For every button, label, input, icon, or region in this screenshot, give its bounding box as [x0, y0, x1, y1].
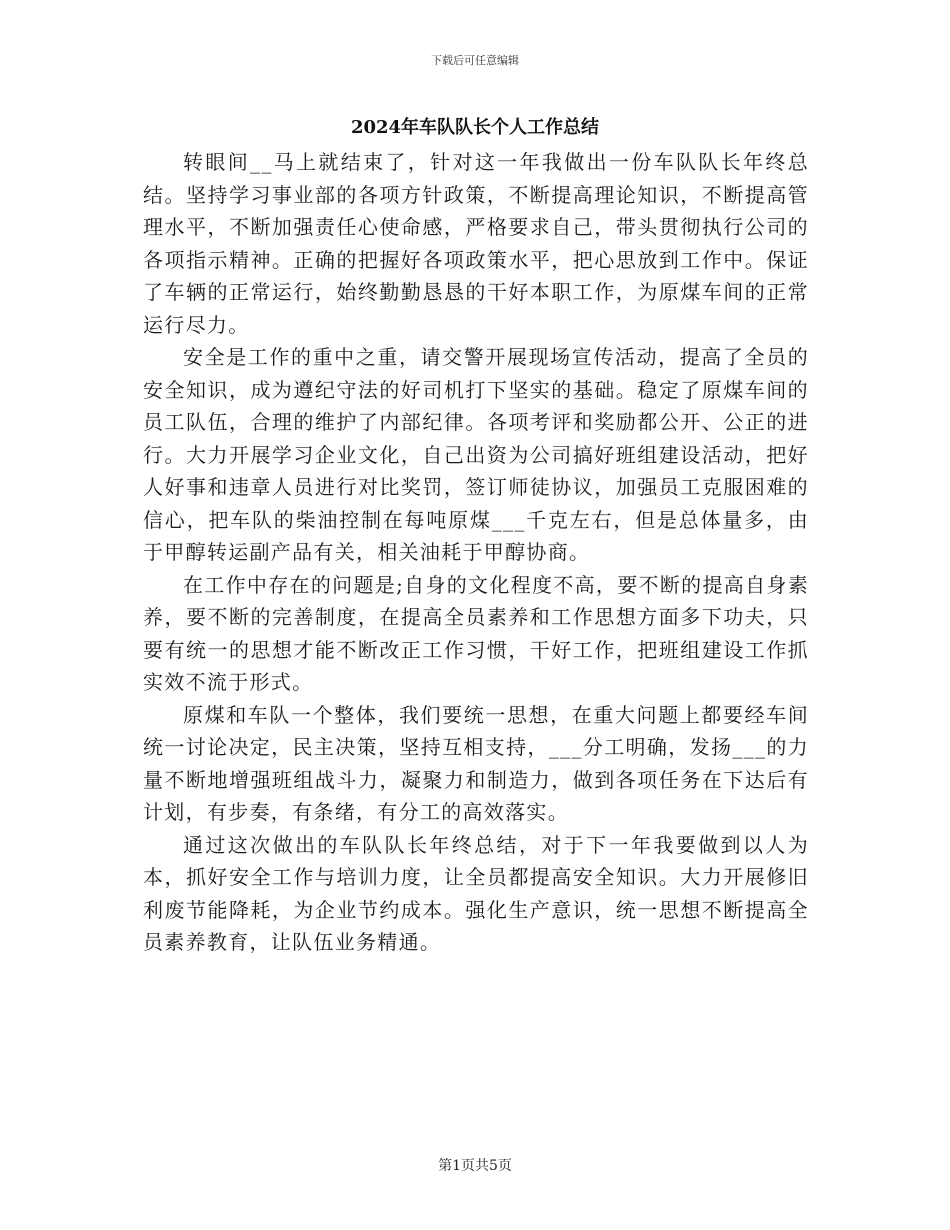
page-footer: 第1页共5页 — [438, 1158, 512, 1174]
paragraph-4: 原煤和车队一个整体，我们要统一思想，在重大问题上都要经车间统一讨论决定，民主决策，坚持互相支持，___分工明确，发扬___的力量不断地增强班组战斗力，凝聚力和制造力，做到各项任务在下达后有计划，有步奏，有条绪，有分工的高效落实。 — [143, 702, 809, 824]
paragraph-2: 安全是工作的重中之重，请交警开展现场宣传活动，提高了全员的安全知识，成为遵纪守法的好司机打下坚实的基础。稳定了原煤车间的员工队伍，合理的维护了内部纪律。各项考评和奖励都公开、公正的进行。大力开展学习企业文化，自己出资为公司搞好班组建设活动，把好人好事和违章人员进行对比奖罚，签订师徒协议，加强员工克服困难的信心，把车队的柴油控制在每吨原煤___千克左右，但是总体量多，由于甲醇转运副产品有关，相关油耗于甲醇协商。 — [143, 345, 809, 564]
paragraph-1: 转眼间__马上就结束了，针对这一年我做出一份车队队长年终总结。坚持学习事业部的各项方针政策，不断提高理论知识，不断提高管理水平，不断加强责任心使命感，严格要求自己，带头贯彻执行公司的各项指示精神。正确的把握好各项政策水平，把心思放到工作中。保证了车辆的正常运行，始终勤勤恳恳的干好本职工作，为原煤车间的正常运行尽力。 — [143, 150, 809, 337]
document-title: 2024年车队队长个人工作总结 — [350, 117, 600, 138]
page-header-note: 下载后可任意编辑 — [431, 54, 519, 67]
paragraph-3: 在工作中存在的问题是;自身的文化程度不高，要不断的提高自身素养，要不断的完善制度，在提高全员素养和工作思想方面多下功夫，只要有统一的思想才能不断改正工作习惯，干好工作，把班组建设工作抓实效不流于形式。 — [143, 572, 809, 694]
paragraph-5: 通过这次做出的车队队长年终总结，对于下一年我要做到以人为本，抓好安全工作与培训力度，让全员都提高安全知识。大力开展修旧利废节能降耗，为企业节约成本。强化生产意识，统一思想不断提高全员素养教育，让队伍业务精通。 — [143, 832, 809, 954]
document-body — [143, 146, 809, 959]
